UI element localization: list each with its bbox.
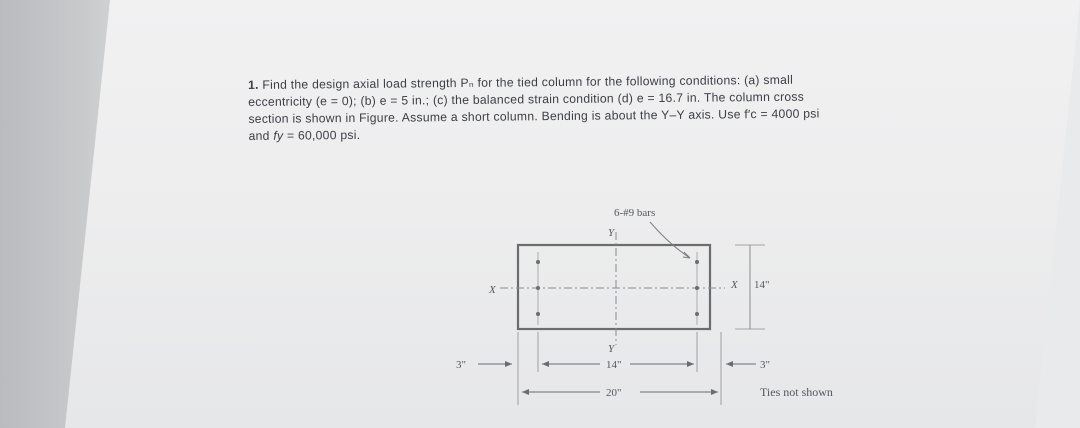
y-axis-label-bottom: Y bbox=[608, 343, 615, 355]
rebar bbox=[536, 312, 540, 316]
rebar bbox=[536, 260, 540, 264]
rebar bbox=[695, 260, 699, 264]
rebar bbox=[695, 312, 699, 316]
arrowhead bbox=[711, 389, 718, 395]
outer-width-label: 20" bbox=[606, 387, 622, 399]
rebar bbox=[695, 286, 699, 290]
problem-line-4: and fy = 60,000 psi. bbox=[248, 127, 361, 143]
rebar bbox=[536, 286, 540, 290]
arrowhead bbox=[542, 361, 549, 367]
right-cover-label: 3" bbox=[760, 359, 770, 371]
y-axis-label-top: Y bbox=[608, 227, 615, 239]
bars-label: 6-#9 bars bbox=[614, 207, 656, 219]
problem-number: 1. bbox=[248, 77, 259, 92]
arrowhead bbox=[726, 361, 733, 367]
arrowhead bbox=[505, 361, 512, 367]
problem-line-1: 1. Find the design axial load strength Pₙ for the tied column for the following conditions: (a) small bbox=[248, 72, 794, 92]
x-axis-label-left: X bbox=[489, 284, 496, 296]
inner-width-label: 14" bbox=[606, 359, 622, 371]
column-outline bbox=[518, 245, 710, 329]
problem-line-2: eccentricity (e = 0); (b) e = 5 in.; (c) the balanced strain condition (d) e = 16.7 in. The column cross bbox=[248, 89, 805, 109]
leader-arrowhead bbox=[683, 252, 690, 258]
arrowhead bbox=[687, 361, 694, 367]
height-dimension-label: 14" bbox=[754, 279, 770, 291]
arrowhead bbox=[522, 389, 529, 395]
left-cover-label: 3" bbox=[456, 359, 466, 371]
ties-note: Ties not shown bbox=[760, 385, 833, 399]
problem-line-3: section is shown in Figure. Assume a short column. Bending is about the Y–Y axis. Use f′c = 4000 psi bbox=[248, 106, 820, 126]
x-axis-label-right: X bbox=[731, 279, 738, 291]
